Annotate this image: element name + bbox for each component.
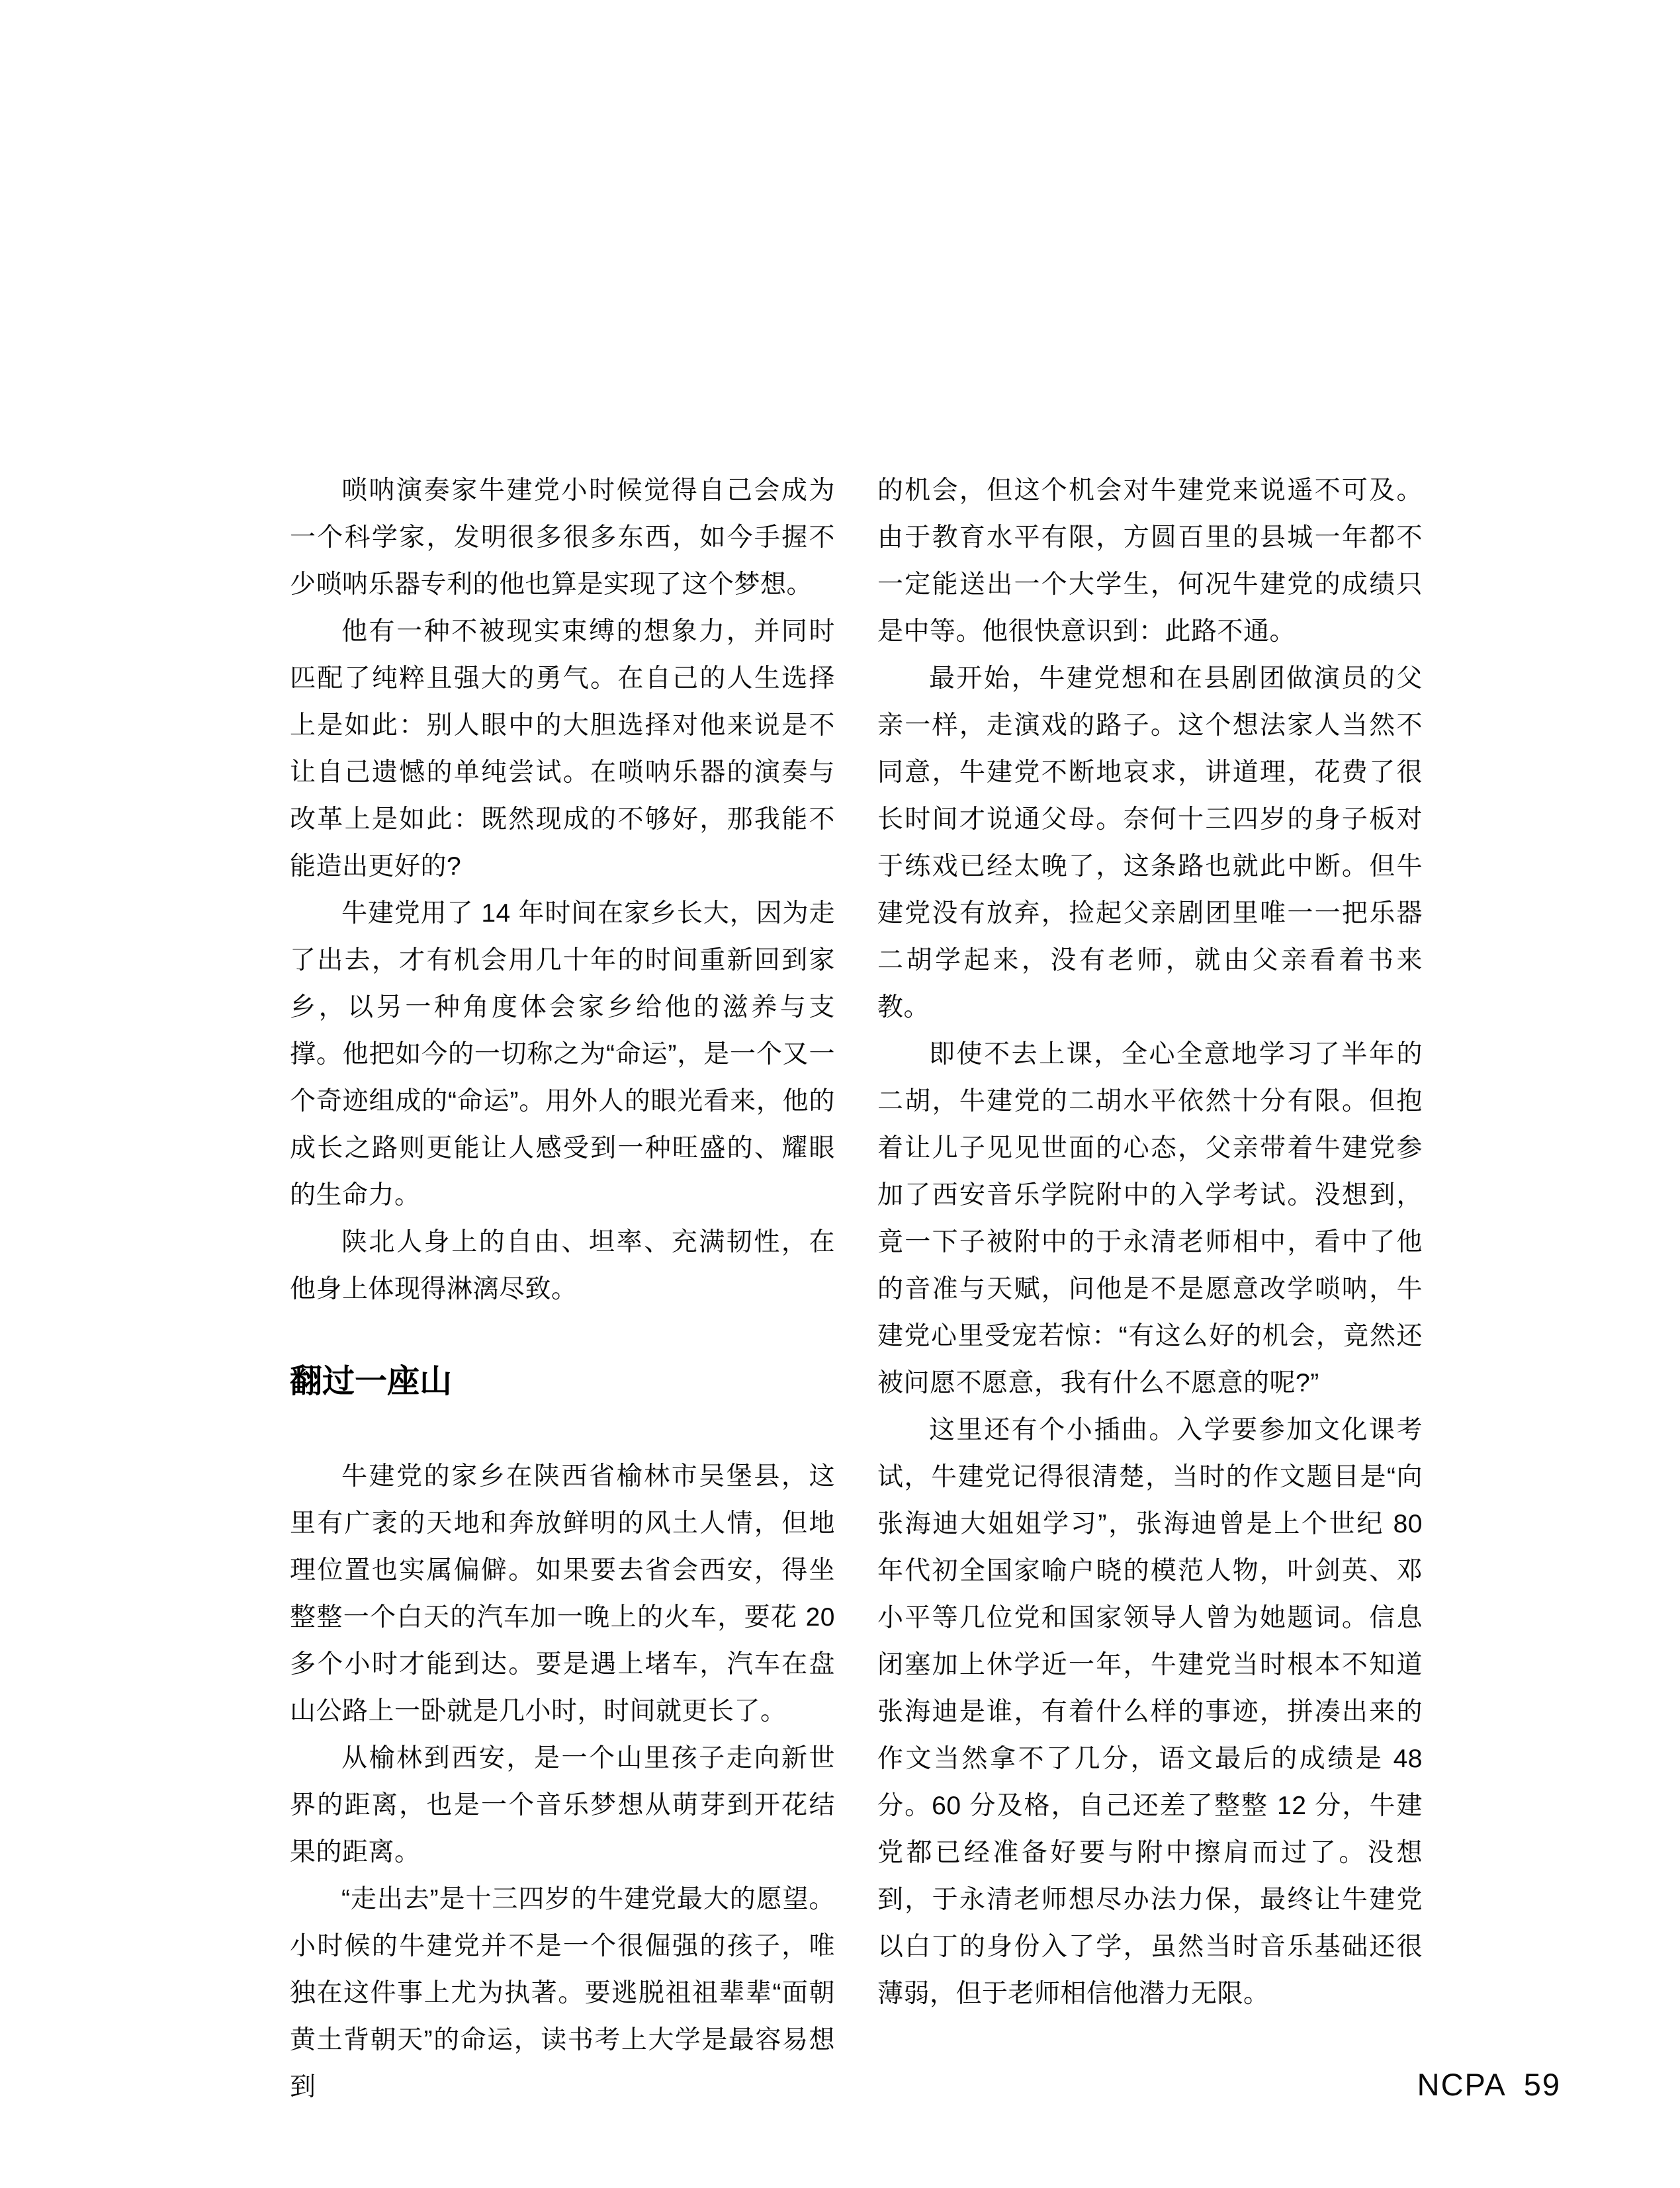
- paragraph: 这里还有个小插曲。入学要参加文化课考试，牛建党记得很清楚，当时的作文题目是“向张海迪大姐姐学习”，张海迪曾是上个世纪 80 年代初全国家喻户晓的模范人物，叶剑英、邓小平等几位党和国家领导人曾为她题词。信息闭塞加上休学近一年，牛建党当时根本不知道张海迪是谁，有着什么样的事迹，拼凑出来的作文当然拿不了几分，语文最后的成绩是 48 分。60 分及格，自己还差了整整 12 分，牛建党都已经准备好要与附中擦肩而过了。没想到，于永清老师想尽办法力保，最终让牛建党以白丁的身份入了学，虽然当时音乐基础还很薄弱，但于老师相信他潜力无限。: [877, 1416, 1423, 2008]
- page-footer: [1417, 2068, 1561, 2101]
- paragraph: 他有一种不被现实束缚的想象力，并同时匹配了纯粹且强大的勇气。在自己的人生选择上是如此：别人眼中的大胆选择对他来说是不让自己遗憾的单纯尝试。在唢呐乐器的演奏与改革上是如此：既然现成的不够好，那我能不能造出更好的?: [290, 617, 835, 881]
- right-column: [877, 467, 1423, 2111]
- page-number: 59: [1523, 2067, 1561, 2102]
- section-heading: 翻过一座山: [290, 1364, 453, 1399]
- article-body: [290, 467, 1423, 2111]
- paragraph-continuation: 的机会，但这个机会对牛建党来说遥不可及。由于教育水平有限，方圆百里的县城一年都不一定能送出一个大学生，何况牛建党的成绩只是中等。他很快意识到：此路不通。: [877, 476, 1423, 646]
- journal-name: NCPA: [1417, 2067, 1507, 2102]
- paragraph: 最开始，牛建党想和在县剧团做演员的父亲一样，走演戏的路子。这个想法家人当然不同意，牛建党不断地哀求，讲道理，花费了很长时间才说通父母。奈何十三四岁的身子板对于练戏已经太晚了，这条路也就此中断。但牛建党没有放弃，捡起父亲剧团里唯一一把乐器二胡学起来，没有老师，就由父亲看着书来教。: [877, 664, 1423, 1022]
- left-column: [290, 467, 835, 2111]
- paragraph: 唢呐演奏家牛建党小时候觉得自己会成为一个科学家，发明很多很多东西，如今手握不少唢呐乐器专利的他也算是实现了这个梦想。: [290, 476, 835, 599]
- paragraph: “走出去”是十三四岁的牛建党最大的愿望。小时候的牛建党并不是一个很倔强的孩子，唯独在这件事上尤为执著。要逃脱祖祖辈辈“面朝黄土背朝天”的命运，读书考上大学是最容易想到: [290, 1885, 835, 2101]
- paragraph: 从榆林到西安，是一个山里孩子走向新世界的距离，也是一个音乐梦想从萌芽到开花结果的距离。: [290, 1744, 835, 1866]
- paragraph: 即使不去上课，全心全意地学习了半年的二胡，牛建党的二胡水平依然十分有限。但抱着让儿子见见世面的心态，父亲带着牛建党参加了西安音乐学院附中的入学考试。没想到，竟一下子被附中的于永清老师相中，看中了他的音准与天赋，问他是不是愿意改学唢呐，牛建党心里受宠若惊：“有这么好的机会，竟然还被问愿不愿意，我有什么不愿意的呢?”: [877, 1040, 1423, 1397]
- paragraph: 陕北人身上的自由、坦率、充满韧性，在他身上体现得淋漓尽致。: [290, 1228, 835, 1303]
- paragraph: 牛建党的家乡在陕西省榆林市吴堡县，这里有广袤的天地和奔放鲜明的风土人情，但地理位置也实属偏僻。如果要去省会西安，得坐整整一个白天的汽车加一晚上的火车，要花 20 多个小时才能到达。要是遇上堵车，汽车在盘山公路上一卧就是几小时，时间就更长了。: [290, 1462, 835, 1726]
- paragraph: 牛建党用了 14 年时间在家乡长大，因为走了出去，才有机会用几十年的时间重新回到家乡，以另一种角度体会家乡给他的滋养与支撑。他把如今的一切称之为“命运”，是一个又一个奇迹组成的“命运”。用外人的眼光看来，他的成长之路则更能让人感受到一种旺盛的、耀眼的生命力。: [290, 899, 835, 1209]
